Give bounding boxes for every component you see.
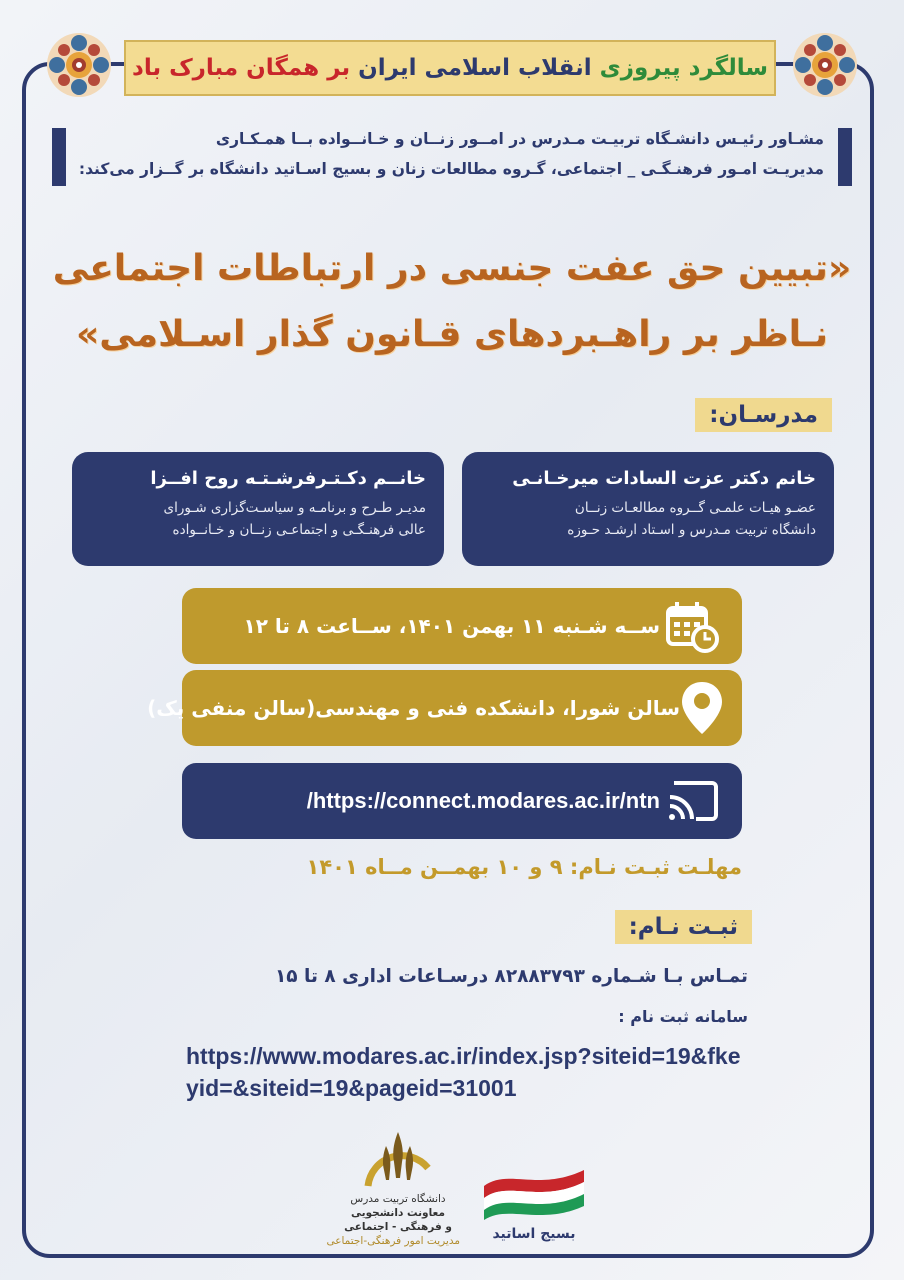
datetime-pill <box>182 588 742 664</box>
uni-line-4: مدیریت امور فرهنگی-اجتماعی <box>326 1235 460 1247</box>
title-line-1: «تبیین حق عفت جنسی در ارتباطات اجتماعی <box>52 248 852 289</box>
calendar-clock-icon <box>660 594 724 658</box>
event-datetime: ســه شـنبه ۱۱ بهمن ۱۴۰۱، ســاعت ۸ تا ۱۲ <box>243 614 660 638</box>
registration-url[interactable]: https://www.modares.ac.ir/index.jsp?siteid=19&fkeyid=&siteid=19&pageid=31001 <box>186 1043 741 1101</box>
rosette-ornament-icon <box>790 30 860 100</box>
flag-wave-icon <box>478 1162 590 1222</box>
banner-part-2: انقلاب اسلامی ایران <box>358 55 592 81</box>
lecturer-name: خانم دکتر عزت السادات میرخـانـی <box>512 468 816 489</box>
decor-bar-right <box>838 128 852 186</box>
basij-text: بسیج اساتید <box>492 1226 576 1242</box>
online-url[interactable]: https://connect.modares.ac.ir/ntn/ <box>306 788 660 813</box>
intro-line-2: مدیریـت امـور فرهنـگـی _ اجتماعی، گـروه مطالعات زنان و بسیج اسـاتید دانشگاه بر گــزار می‌کند: <box>78 160 824 178</box>
intro-line-1: مشـاور رئیـس دانشـگاه تربیـت مـدرس در امــور زنــان و خـانــواده بــا همـکـاری <box>215 130 824 148</box>
banner-part-3: بر همگان مبارک باد <box>132 55 351 81</box>
register-label: ثبـت نـام: <box>615 910 752 944</box>
university-emblem-icon <box>358 1128 438 1188</box>
lecturers-label: مدرسـان: <box>695 398 832 432</box>
location-pin-icon <box>680 676 724 740</box>
registration-deadline: مهلـت ثبـت نـام: ۹ و ۱۰ بهمــن مــاه ۱۴۰۱ <box>306 855 742 879</box>
lecturer-card-2 <box>72 452 444 566</box>
university-logo <box>326 1128 460 1248</box>
banner-part-1: سالگرد پیروزی <box>599 55 768 81</box>
lecturer-name: خانــم دکـتـرفرشـتـه روح افــزا <box>150 468 426 489</box>
anniversary-banner <box>124 40 776 96</box>
lecturer-desc-2: عالی فرهنـگـی و اجتماعـی زنــان و خـانــواده <box>172 522 426 538</box>
organizer-intro <box>80 124 824 184</box>
location-pill <box>147 670 742 746</box>
event-title <box>40 236 864 368</box>
cast-icon <box>660 769 724 833</box>
uni-line-1: دانشگاه تربیت مدرس <box>350 1193 446 1205</box>
lecturer-desc-2: دانشگاه تربیت مـدرس و اسـتاد ارشـد حـوزه <box>567 522 816 538</box>
event-location: سالن شورا، دانشکده فنی و مهندسی(سالن منفی یک) <box>147 696 680 720</box>
lecturer-desc-1: مدیـر طـرح و برنامـه و سیاسـت‌گزاری شـورای <box>163 500 426 516</box>
uni-line-2: معاونت دانشجویی <box>351 1207 445 1219</box>
rosette-ornament-icon <box>44 30 114 100</box>
uni-line-3: و فرهنگی - اجتماعی <box>344 1221 452 1233</box>
registration-system-label: سامانه ثبت نام : <box>618 1007 748 1026</box>
lecturer-desc-1: عضـو هیـات علمـی گــروه مطالعـات زنــان <box>574 500 816 516</box>
online-link-pill[interactable] <box>182 763 742 839</box>
title-line-2: نـاظر بر راهـبردهای قـانون گذار اسـلامی» <box>76 314 828 355</box>
contact-info: تمـاس بـا شـماره ۸۲۸۸۳۷۹۳ درسـاعات اداری ۸ تا ۱۵ <box>274 966 748 987</box>
lecturer-card-1 <box>462 452 834 566</box>
decor-bar-left <box>52 128 66 186</box>
basij-logo <box>478 1162 590 1258</box>
